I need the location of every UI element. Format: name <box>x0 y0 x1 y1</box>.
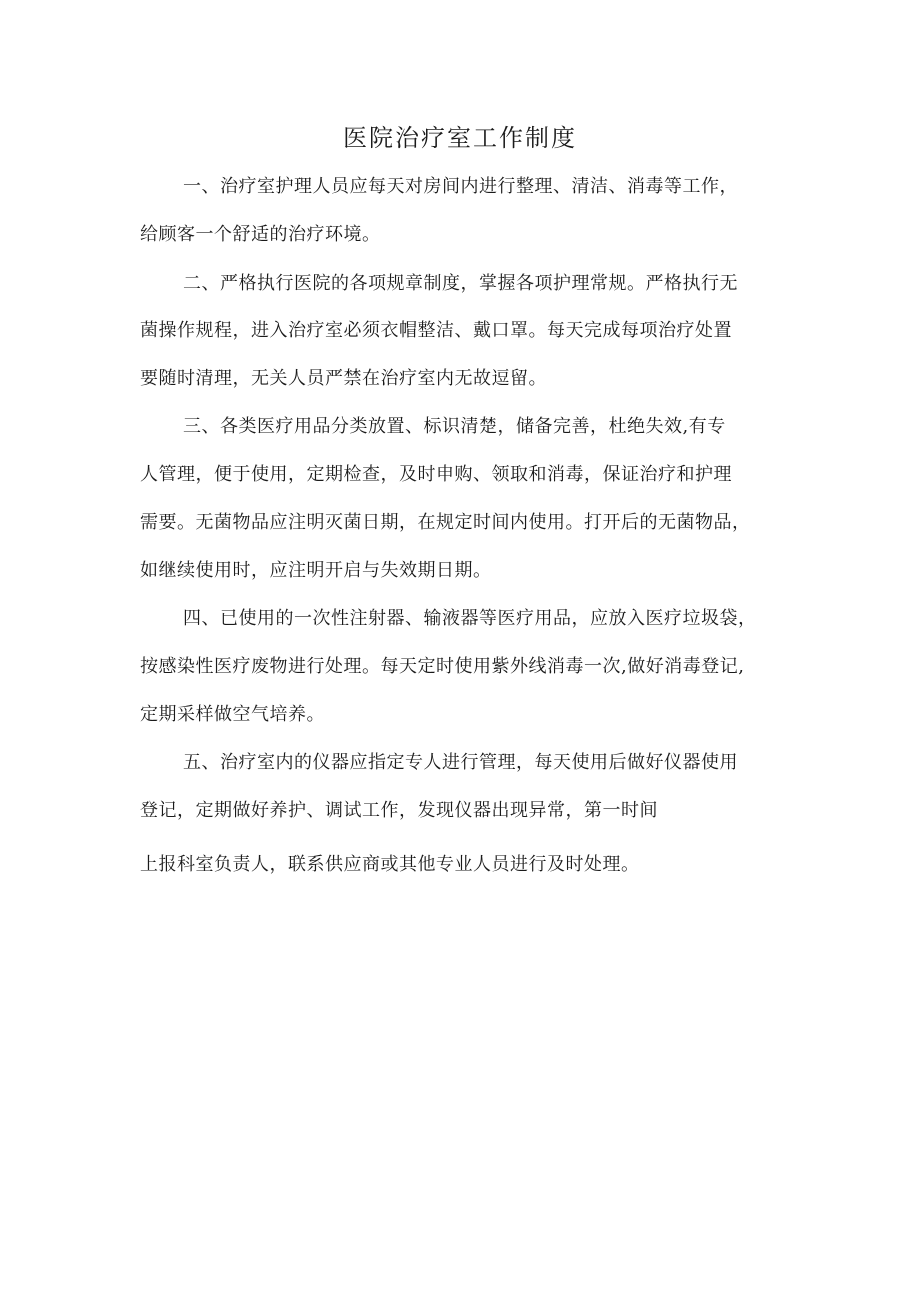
paragraph-3-line-2: 人管理，便于使用，定期检查，及时申购、领取和消毒，保证治疗和护理 <box>140 464 732 485</box>
paragraph-2-line-2: 菌操作规程，进入治疗室必须衣帽整洁、戴口罩。每天完成每项治疗处置 <box>140 320 732 341</box>
document-title: 医院治疗室工作制度 <box>343 124 577 152</box>
paragraph-3-line-3: 需要。无菌物品应注明灭菌日期，在规定时间内使用。打开后的无菌物品， <box>140 512 751 533</box>
paragraph-2-line-1: 二、严格执行医院的各项规章制度，掌握各项护理常规。严格执行无 <box>183 273 738 294</box>
paragraph-3-line-4: 如继续使用时，应注明开启与失效期日期。 <box>140 560 492 581</box>
paragraph-5-line-2: 登记，定期做好养护、调试工作，发现仪器出现异常，第一时间 <box>140 800 658 821</box>
paragraph-4-line-3: 定期采样做空气培养。 <box>140 704 325 725</box>
paragraph-3-line-1: 三、各类医疗用品分类放置、标识清楚，储备完善，杜绝失效,有专 <box>183 416 726 437</box>
paragraph-2-line-3: 要随时清理，无关人员严禁在治疗室内无故逗留。 <box>140 368 547 389</box>
paragraph-5-line-3: 上报科室负责人，联系供应商或其他专业人员进行及时处理。 <box>140 854 640 875</box>
paragraph-4-line-1: 四、已使用的一次性注射器、输液器等医疗用品，应放入医疗垃圾袋， <box>183 608 757 629</box>
paragraph-1-line-2: 给顾客一个舒适的治疗环境。 <box>140 224 381 245</box>
paragraph-4-line-2: 按感染性医疗废物进行处理。每天定时使用紫外线消毒一次,做好消毒登记, <box>140 656 745 677</box>
paragraph-5-line-1: 五、治疗室内的仪器应指定专人进行管理，每天使用后做好仪器使用 <box>183 752 738 773</box>
paragraph-1-line-1: 一、治疗室护理人员应每天对房间内进行整理、清洁、消毒等工作， <box>183 176 738 197</box>
